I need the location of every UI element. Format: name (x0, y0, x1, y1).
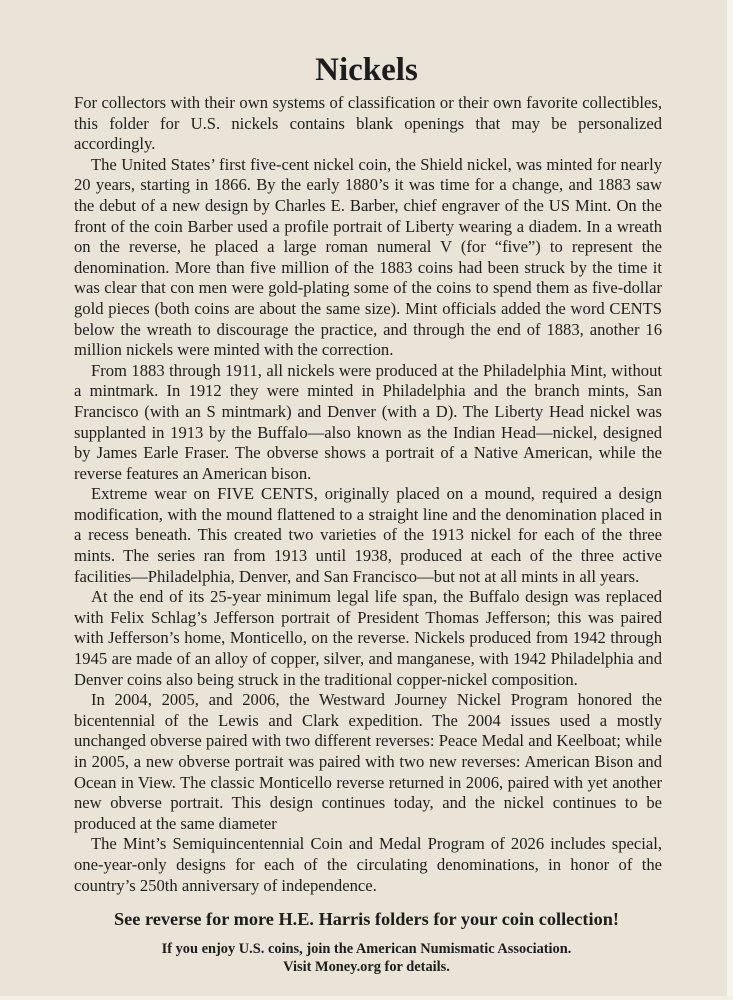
paragraph-mints: From 1883 through 1911, all nickels were produced at the Philadelphia Mint, without a mintmark. In 1912 they were minted in Philadelphia and the branch mints, San Francisco (with an S mintmark) and Denver (with a D). The Liberty Head nickel was supplanted in 1913 by the Buffalo—also known as the Indian Head—nickel, designed by James Earle Fraser. The obverse shows a portrait of a Native American, while the reverse features an American bison. (74, 360, 662, 483)
page-edge-right (727, 0, 733, 1000)
footer-visit-line: Visit Money.org for details. (283, 959, 450, 975)
page-title: Nickels (315, 52, 418, 88)
footer-ana-line: If you enjoy U.S. coins, join the American Numismatic Association. (161, 941, 572, 957)
paragraph-intro: For collectors with their own systems of classification or their own favorite collectibles, this folder for U.S. nickels contains blank openings that may be personalized accordingly. (74, 93, 662, 154)
article-body (74, 93, 662, 896)
paragraph-semiquincentennial: The Mint’s Semiquincentennial Coin and Medal Program of 2026 includes special, one-year-only designs for each of the circulating denominations, in honor of the country’s 250th anniversary of independence. (74, 834, 662, 895)
page-edge-bottom (0, 996, 733, 1000)
paragraph-liberty-head: The United States’ first five-cent nickel coin, the Shield nickel, was minted for nearly 20 years, starting in 1866. By the early 1880’s it was time for a change, and 1883 saw the debut of a new design by Charles E. Barber, chief engraver of the US Mint. On the front of the coin Barber used a profile portrait of Liberty wearing a diadem. In a wreath on the reverse, he placed a large roman numeral V (for “five”) to represent the denomination. More than five million of the 1883 coins had been struck by the time it was clear that con men were gold-plating some of the coins to spend them as five-dollar gold pieces (both coins are about the same size). Mint officials added the word CENTS below the wreath to discourage the practice, and through the end of 1883, another 16 million nickels were minted with the correction. (74, 154, 662, 360)
paragraph-westward-journey: In 2004, 2005, and 2006, the Westward Journey Nickel Program honored the bicentennial of the Lewis and Clark expedition. The 2004 issues used a mostly unchanged obverse paired with two different reverses: Peace Medal and Keelboat; while in 2005, a new obverse portrait was paired with two new reverses: American Bison and Ocean in View. The classic Monticello reverse returned in 2006, paired with yet another new obverse portrait. This design continues today, and the nickel continues to be produced at the same diameter (74, 690, 662, 833)
paragraph-buffalo-varieties: Extreme wear on FIVE CENTS, originally placed on a mound, required a design modification, with the mound flattened to a straight line and the denomination placed in a recess beneath. This created two varieties of the 1913 nickel for each of the three mints. The series ran from 1913 until 1938, produced at each of the three active facilities—Philadelphia, Denver, and San Francisco—but not at all mints in all years. (74, 484, 662, 586)
promo-text: See reverse for more H.E. Harris folders for your coin collection! (114, 909, 619, 929)
paragraph-jefferson: At the end of its 25-year minimum legal life span, the Buffalo design was replaced with Felix Schlag’s Jefferson portrait of President Thomas Jefferson; this was paired with Jefferson’s home, Monticello, on the reverse. Nickels produced from 1942 through 1945 are made of an alloy of copper, silver, and manganese, with 1942 Philadelphia and Denver coins also being struck in the traditional copper-nickel composition. (74, 587, 662, 689)
